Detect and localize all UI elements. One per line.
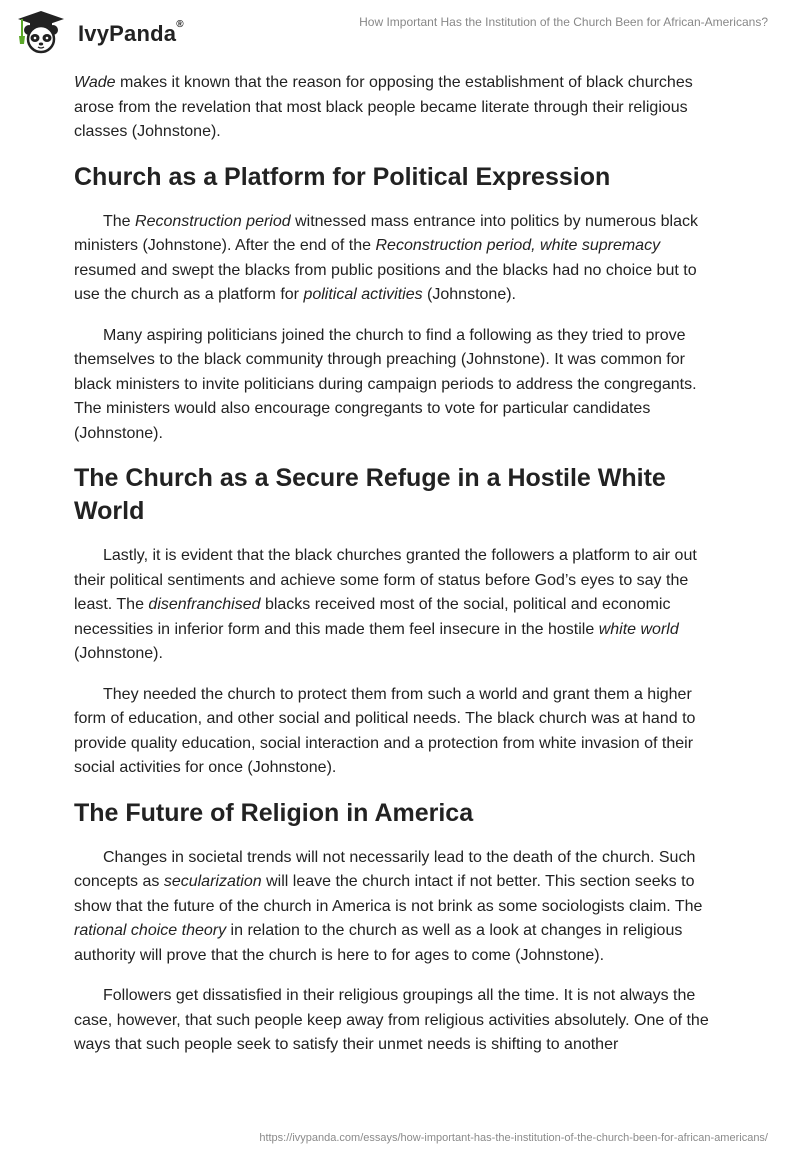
page-header — [0, 0, 800, 66]
section-heading: The Future of Religion in America — [74, 798, 474, 827]
paragraph: Many aspiring politicians joined the church to find a following as they tried to prove themselves to the black community through preaching (Johnstone). It was common for black ministers to invite politicians during campaign periods to address the congregants. The ministers would also encourage congregants to vote for particular candidates (Johnstone). — [74, 326, 697, 442]
paragraph: Lastly, it is evident that the black churches granted the followers a platform to air out their political sentiments and achieve some form of status before God’s eyes to say the least. The disenfranchised blacks received most of the social, political and economic necessities in inferior form and this made them feel insecure in the hostile white world (Johnstone). — [74, 547, 697, 662]
paragraph: Followers get dissatisfied in their religious groupings all the time. It is not always the case, however, that such people keep away from religious activities absolutely. One of the ways that such people seek to satisfy their unmet needs is shifting to another — [74, 987, 709, 1053]
source-url[interactable]: https://ivypanda.com/essays/how-important-has-the-institution-of-the-church-been-for-african-americans/ — [259, 1132, 768, 1144]
brand-name: IvyPanda® — [78, 19, 184, 46]
paragraph: They needed the church to protect them from such a world and grant them a higher form of education, and other social and political needs. The black church was at hand to provide quality education, social interaction and a protection from white invasion of their social activities for once (Johnstone). — [74, 685, 696, 776]
paragraph: The Reconstruction period witnessed mass entrance into politics by numerous black ministers (Johnstone). After the end of the Reconstruction period, white supremacy resumed and swept the blacks from public positions and the blacks had no choice but to use the church as a platform for political activities (Johnstone). — [74, 212, 698, 303]
section-heading: The Church as a Secure Refuge in a Hostile White World — [74, 464, 666, 525]
paragraph: Wade makes it known that the reason for opposing the establishment of black churches arose from the revelation that most black people became literate through their religious classes (Johnstone). — [74, 74, 693, 140]
document-title: How Important Has the Institution of the Church Been for African-Americans? — [359, 15, 768, 29]
essay-body — [74, 71, 724, 1074]
paragraph: Changes in societal trends will not necessarily lead to the death of the church. Such concepts as secularization will leave the church intact if not better. This section seeks to show that the future of the church in America is not brink as some sociologists claim. The rational choice theory in relation to the church as well as a look at changes in religious authority will prove that the church is here to for ages to come (Johnstone). — [74, 848, 703, 964]
section-heading: Church as a Platform for Political Expression — [74, 162, 611, 191]
panda-graduate-icon — [14, 8, 74, 58]
ivypanda-logo[interactable] — [14, 8, 214, 58]
